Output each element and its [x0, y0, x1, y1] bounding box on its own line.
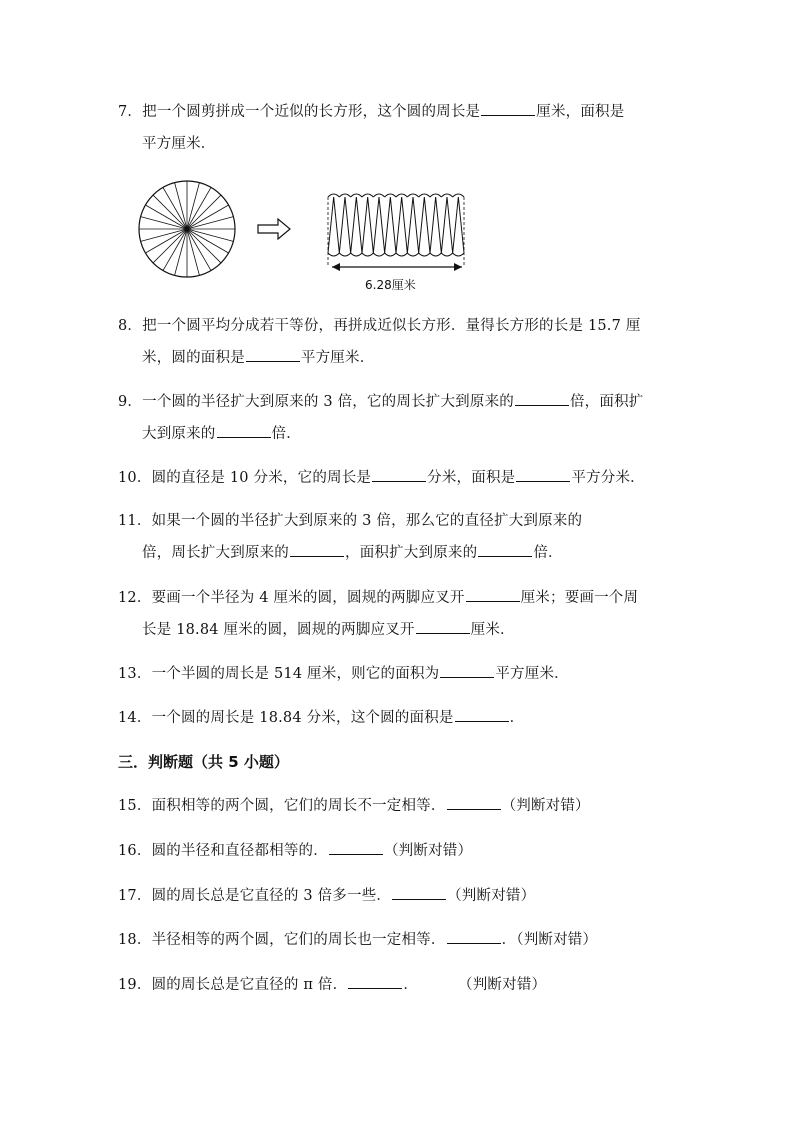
question-text: 厘米，面积是	[536, 104, 625, 120]
question-text: 圆的直径是 10 分米，它的周长是	[151, 470, 372, 486]
question-9	[118, 386, 678, 450]
question-number: 13．	[118, 666, 152, 682]
question-number: 16．	[118, 843, 152, 859]
arc-top	[373, 194, 384, 197]
answer-blank[interactable]	[348, 972, 402, 989]
question-text: 平方厘米．	[142, 136, 216, 152]
answer-blank[interactable]	[329, 838, 383, 855]
question-number: 18．	[118, 932, 152, 948]
question-text: ．	[509, 710, 525, 726]
question-number: 7．	[118, 104, 143, 120]
section-title: 三．判断题（共 5 小题）	[118, 753, 289, 771]
answer-blank[interactable]	[466, 585, 520, 602]
circle-sector-line	[187, 217, 233, 229]
arc-bottom	[373, 253, 384, 256]
arc-top	[430, 194, 441, 197]
answer-blank[interactable]	[217, 421, 271, 438]
answer-blank[interactable]	[246, 345, 300, 362]
arc-top	[339, 194, 350, 197]
question-text: 倍，周长扩大到原来的	[142, 545, 289, 561]
question-text: 平方分米．	[571, 470, 645, 486]
question-number: 9．	[118, 394, 143, 410]
question-17	[118, 880, 678, 912]
question-16	[118, 835, 678, 867]
answer-blank[interactable]	[447, 793, 501, 810]
question-text: 大到原来的	[142, 426, 216, 442]
answer-blank[interactable]	[392, 883, 446, 900]
question-7	[118, 96, 678, 160]
question-text: ．（判断对错）	[501, 932, 598, 948]
question-text: 厘米．	[470, 622, 515, 638]
circle-sector-line	[175, 183, 187, 229]
arc-bottom	[362, 253, 373, 256]
arc-bottom	[407, 253, 418, 256]
question-text: 米，圆的面积是	[142, 350, 245, 366]
circle-sector-line	[141, 229, 187, 241]
arc-bottom	[396, 253, 407, 256]
approximate-rectangle	[328, 194, 464, 267]
question-text: 一个圆的周长是 18.84 分米，这个圆的面积是	[151, 710, 454, 726]
arc-bottom	[430, 253, 441, 256]
question-text: 面积相等的两个圆，它们的周长不一定相等．	[151, 798, 446, 814]
question-text: 把一个圆剪拼成一个近似的长方形，这个圆的周长是	[142, 104, 481, 120]
question-text: （判断对错）	[501, 798, 590, 814]
question-13	[118, 658, 678, 690]
question-10	[118, 462, 678, 494]
arc-top	[441, 194, 452, 197]
answer-blank[interactable]	[515, 389, 569, 406]
question-text: 分米，面积是	[427, 470, 516, 486]
question-number: 14．	[118, 710, 152, 726]
question-number: 11．	[118, 513, 152, 529]
arc-top	[396, 194, 407, 197]
circle-sector-line	[187, 183, 199, 229]
length-dimension-arrow	[332, 263, 462, 271]
question-text: （判断对错）	[458, 977, 547, 993]
circle-sector-line	[187, 229, 233, 241]
arc-top	[419, 194, 430, 197]
question-18	[118, 924, 678, 956]
question-text: （判断对错）	[447, 888, 536, 904]
question-text: 厘米；要画一个周	[520, 590, 639, 606]
right-arrow-icon	[258, 219, 290, 239]
answer-blank[interactable]	[416, 617, 470, 634]
question-number: 19．	[118, 977, 152, 993]
question-19	[118, 969, 678, 1001]
answer-blank[interactable]	[372, 465, 426, 482]
circle-to-rectangle-figure	[130, 175, 490, 295]
question-text: 圆的周长总是它直径的 3 倍多一些．	[151, 888, 392, 904]
question-text: （判断对错）	[383, 843, 473, 859]
question-text: 一个半圆的周长是 514 厘米，则它的面积为	[151, 666, 440, 682]
arc-top	[328, 194, 339, 197]
answer-blank[interactable]	[440, 661, 494, 678]
question-text: 平方厘米．	[300, 350, 375, 366]
question-text: 长是 18.84 厘米的圆，圆规的两脚应叉开	[142, 622, 415, 638]
circle-sector-line	[141, 217, 187, 229]
answer-blank[interactable]	[478, 540, 532, 557]
question-number: 12．	[118, 590, 152, 606]
question-text: 平方厘米．	[495, 666, 569, 682]
question-number: 17．	[118, 888, 152, 904]
arc-top	[453, 194, 464, 197]
question-12	[118, 582, 678, 646]
question-number: 10．	[118, 470, 152, 486]
circle-sector-line	[175, 229, 187, 275]
question-text: 倍，面积扩	[569, 394, 644, 410]
arc-bottom	[453, 253, 464, 256]
sector-zigzag	[328, 197, 464, 253]
arc-bottom	[385, 253, 396, 256]
arc-bottom	[441, 253, 452, 256]
arc-top	[351, 194, 362, 197]
arc-top	[385, 194, 396, 197]
question-text: 倍．	[533, 545, 563, 561]
question-text: 圆的周长总是它直径的 π 倍．	[151, 977, 348, 993]
arc-bottom	[351, 253, 362, 256]
question-text: 一个圆的半径扩大到原来的 3 倍，它的周长扩大到原来的	[142, 394, 514, 410]
question-11	[118, 505, 678, 569]
question-text: 要画一个半径为 4 厘米的圆，圆规的两脚应叉开	[151, 590, 465, 606]
question-text: 倍．	[271, 426, 301, 442]
question-text: 把一个圆平均分成若干等份，再拼成近似长方形．量得长方形的长是 15.7 厘	[142, 318, 641, 334]
question-8	[118, 310, 678, 374]
question-text: 圆的半径和直径都相等的．	[151, 843, 328, 859]
arc-top	[362, 194, 373, 197]
answer-blank[interactable]	[481, 99, 535, 116]
length-label: 6.28厘米	[365, 278, 416, 292]
question-number: 8．	[118, 318, 143, 334]
question-15	[118, 790, 678, 822]
circle-sector-line	[187, 229, 199, 275]
answer-blank[interactable]	[290, 540, 344, 557]
question-text: ，面积扩大到原来的	[345, 545, 478, 561]
answer-blank[interactable]	[455, 705, 509, 722]
question-text: ．	[403, 977, 419, 993]
answer-blank[interactable]	[516, 465, 570, 482]
arc-top	[407, 194, 418, 197]
question-number: 15．	[118, 798, 152, 814]
question-text: 如果一个圆的半径扩大到原来的 3 倍，那么它的直径扩大到原来的	[151, 513, 583, 529]
arc-bottom	[419, 253, 430, 256]
question-14	[118, 702, 678, 734]
arc-bottom	[339, 253, 350, 256]
answer-blank[interactable]	[447, 927, 501, 944]
question-text: 半径相等的两个圆，它们的周长也一定相等．	[151, 932, 446, 948]
divided-circle	[139, 181, 235, 277]
arc-bottom	[328, 253, 339, 256]
